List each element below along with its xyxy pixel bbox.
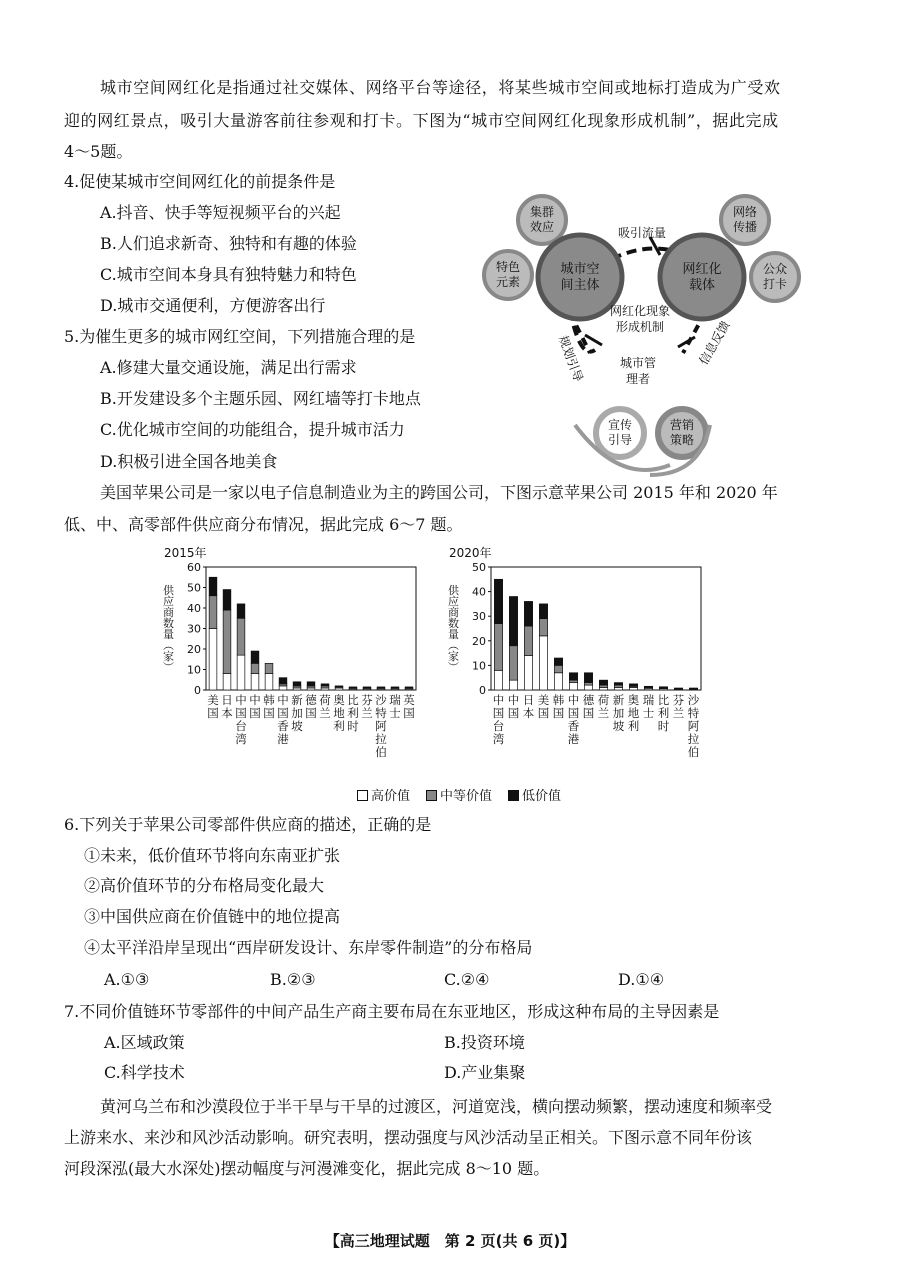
y-tick-label: 20	[472, 634, 486, 648]
y-tick-label: 60	[187, 561, 201, 574]
category-label: 国	[492, 706, 505, 720]
center-label-1: 网红化现象	[609, 304, 671, 318]
y-tick-label: 30	[187, 622, 201, 636]
bar-segment	[584, 673, 592, 683]
bar-segment	[209, 629, 217, 691]
q7-option-a: A.区域政策	[104, 1033, 185, 1052]
category-label: 中	[567, 693, 580, 707]
category-label: 国	[207, 706, 219, 720]
category-label: 拉	[375, 732, 387, 746]
category-label: 芬	[361, 693, 373, 707]
category-label: 地	[627, 706, 640, 720]
bar-segment	[569, 673, 577, 680]
category-label: 国	[567, 706, 580, 720]
bar-segment	[539, 636, 547, 690]
category-label: 日	[522, 693, 535, 707]
legend-high	[357, 785, 410, 804]
category-label: 韩	[552, 693, 565, 707]
intro1-line3: 4～5题。	[64, 142, 133, 161]
category-label: 加	[612, 706, 625, 720]
category-label: 台	[492, 719, 505, 733]
category-label: 奥	[333, 693, 345, 707]
bar-segment	[223, 610, 231, 674]
bar-segment	[509, 597, 517, 646]
bar-segment	[251, 663, 259, 673]
category-label: 英	[403, 693, 415, 707]
category-label: 日	[221, 693, 233, 707]
category-label: 沙	[687, 693, 700, 707]
category-label: 伯	[687, 745, 700, 759]
category-label: 时	[657, 719, 670, 733]
bar-segment	[554, 673, 562, 690]
bar-segment	[599, 680, 607, 685]
category-label: 奥	[627, 693, 640, 707]
bar-segment	[251, 651, 259, 663]
chart-legend	[357, 785, 561, 804]
chart-title: 2020年	[449, 546, 492, 560]
feature-label-2: 元素	[495, 275, 521, 289]
bar-segment	[494, 670, 502, 690]
y-tick-label: 50	[472, 561, 486, 574]
planning-label: 规划引导	[555, 333, 586, 384]
cluster-label-2: 效应	[529, 220, 555, 234]
category-label: 湾	[235, 732, 247, 746]
publicity-label-1: 宣传	[607, 418, 633, 432]
bar-segment	[614, 685, 622, 687]
category-label: 香	[277, 719, 289, 733]
category-label: 本	[221, 706, 233, 720]
q6-option-a: A.①③	[104, 970, 150, 989]
bar-segment	[209, 596, 217, 629]
bar-segment	[209, 577, 217, 595]
bar-segment	[363, 687, 371, 688]
cluster-label-1: 集群	[529, 205, 555, 219]
bar-segment	[569, 683, 577, 690]
y-tick-label: 10	[472, 659, 486, 673]
bar-segment	[554, 665, 562, 672]
category-label: 利	[347, 706, 359, 720]
q7-option-c: C.科学技术	[104, 1063, 185, 1082]
bar-segment	[265, 663, 273, 673]
q5-option-d: D.积极引进全国各地美食	[100, 452, 278, 471]
bar-segment	[554, 658, 562, 665]
chart-2020	[445, 545, 710, 789]
category-label: 伯	[375, 745, 387, 759]
intro3-line2: 上游来水、来沙和风沙活动影响。研究表明，摆动强度与风沙活动呈正相关。下图示意不同年份该	[64, 1128, 753, 1147]
category-label: 比	[347, 693, 359, 707]
category-label: 韩	[263, 693, 275, 707]
publicity-label-2: 引导	[607, 433, 633, 447]
category-label: 特	[375, 706, 387, 720]
intro1-line2: 迎的网红景点，吸引大量游客前往参观和打卡。下图为“城市空间网红化现象形成机制”，据此完成	[64, 111, 779, 130]
legend-high-label: 高价值	[371, 789, 411, 804]
checkin-label-1: 公众	[762, 262, 788, 276]
category-label: 中	[249, 693, 261, 707]
category-label: 中	[235, 693, 247, 707]
bar-segment	[494, 579, 502, 623]
category-label: 国	[277, 706, 289, 720]
y-axis-label: 供应商数量（家）	[446, 584, 460, 673]
category-label: 香	[567, 719, 580, 733]
category-label: 德	[582, 693, 595, 707]
center-label-2: 形成机制	[615, 320, 665, 334]
bar-segment	[237, 618, 245, 655]
chart-title: 2015年	[164, 546, 207, 560]
marketing-label-1: 营销	[669, 418, 695, 432]
category-label: 本	[522, 706, 535, 720]
feature-label-1: 特色	[495, 260, 521, 274]
q5-option-a: A.修建大量交通设施，满足出行需求	[100, 358, 357, 377]
bar-segment	[251, 674, 259, 690]
category-label: 国	[249, 706, 261, 720]
bar-segment	[321, 684, 329, 686]
q6-item-4: ④太平洋沿岸呈现出“西岸研发设计、东岸零件制造”的分布格局	[84, 938, 533, 957]
y-axis-label: 供应商数量（家）	[161, 584, 175, 673]
category-label: 坡	[291, 719, 303, 733]
page-footer: 【高三地理试题 第 2 页(共 6 页)】	[324, 1232, 576, 1250]
category-label: 时	[347, 719, 359, 733]
q4-option-d: D.城市交通便利，方便游客出行	[100, 296, 326, 315]
bar-segment	[629, 684, 637, 686]
citymain-label-2: 间主体	[560, 278, 600, 293]
bar-segment	[223, 674, 231, 690]
category-label: 国	[263, 706, 275, 720]
bar-segment	[644, 686, 652, 687]
legend-low-label: 低价值	[522, 789, 562, 804]
bar-segment	[584, 685, 592, 690]
bar-segment	[509, 680, 517, 690]
y-tick-label: 0	[194, 684, 201, 697]
manager-label-2: 理者	[625, 372, 651, 386]
bar-segment	[494, 624, 502, 671]
bar-segment	[584, 683, 592, 685]
legend-low	[508, 785, 561, 804]
category-label: 沙	[375, 693, 387, 707]
bar-segment	[279, 678, 287, 684]
category-label: 比	[657, 693, 670, 707]
bar-segment	[349, 687, 357, 688]
bar-segment	[659, 687, 667, 688]
y-tick-label: 40	[472, 585, 486, 599]
category-label: 湾	[492, 732, 505, 746]
bar-segment	[539, 604, 547, 619]
q6-item-3: ③中国供应商在价值链中的地位提高	[84, 907, 341, 926]
bar-segment	[237, 655, 245, 690]
q5-option-b: B.开发建设多个主题乐园、网红墙等打卡地点	[100, 389, 421, 408]
bar-segment	[524, 601, 532, 626]
carrier-label-1: 网红化	[682, 262, 722, 277]
category-label: 国	[537, 706, 550, 720]
category-label: 兰	[597, 706, 610, 720]
q6-stem: 6.下列关于苹果公司零部件供应商的描述，正确的是	[64, 815, 432, 834]
y-tick-label: 40	[187, 602, 201, 615]
bar-segment	[629, 688, 637, 690]
q5-option-c: C.优化城市空间的功能组合，提升城市活力	[100, 420, 405, 439]
bar-segment	[614, 683, 622, 685]
category-label: 加	[291, 706, 303, 720]
category-label: 港	[277, 732, 289, 746]
legend-mid	[426, 785, 492, 804]
checkin-label-2: 打卡	[762, 277, 788, 291]
category-label: 中	[492, 693, 505, 707]
category-label: 芬	[672, 693, 685, 707]
carrier-label-2: 载体	[688, 278, 716, 293]
marketing-label-2: 策略	[669, 433, 695, 447]
category-label: 拉	[687, 732, 700, 746]
category-label: 新	[291, 693, 303, 707]
category-label: 国	[403, 706, 415, 720]
category-label: 坡	[612, 719, 625, 733]
category-label: 地	[333, 706, 345, 720]
q5-stem: 5.为催生更多的城市网红空间，下列措施合理的是	[64, 327, 416, 346]
bar-segment	[223, 590, 231, 611]
q7-option-b: B.投资环境	[444, 1033, 525, 1052]
bar-segment	[237, 604, 245, 618]
bar-segment	[524, 626, 532, 656]
intro3-line1: 黄河乌兰布和沙漠段位于半干旱与干旱的过渡区，河道宽浅，横向摆动频繁，摆动速度和频率受	[100, 1097, 773, 1116]
spread-label-2: 传播	[732, 220, 758, 234]
category-label: 台	[235, 719, 247, 733]
y-tick-label: 10	[187, 663, 201, 677]
intro1-line1: 城市空间网红化是指通过社交媒体、网络平台等途径，将某些城市空间或地标打造成为广受欢	[100, 78, 781, 97]
bar-segment	[539, 619, 547, 636]
category-label: 新	[612, 693, 625, 707]
q6-option-d: D.①④	[618, 970, 665, 989]
category-label: 利	[657, 706, 670, 720]
bar-segment	[599, 685, 607, 687]
mechanism-diagram	[470, 185, 810, 489]
category-label: 瑞	[389, 693, 401, 707]
category-label: 荷	[319, 693, 331, 707]
bar-segment	[599, 688, 607, 690]
bar-segment	[524, 656, 532, 690]
q7-option-d: D.产业集聚	[444, 1063, 526, 1082]
bar-segment	[307, 682, 315, 686]
q6-item-2: ②高价值环节的分布格局变化最大	[84, 876, 325, 895]
bar-segment	[293, 682, 301, 686]
attract-label: 吸引流量	[617, 226, 667, 240]
category-label: 美	[537, 693, 550, 707]
bar-segment	[265, 674, 273, 690]
q4-stem: 4.促使某城市空间网红化的前提条件是	[64, 172, 336, 191]
category-label: 兰	[672, 706, 685, 720]
intro2-line2: 低、中、高零部件供应商分布情况，据此完成 6～7 题。	[64, 515, 463, 534]
category-label: 中	[507, 693, 520, 707]
category-label: 瑞	[642, 693, 655, 707]
bar-segment	[509, 646, 517, 680]
category-label: 阿	[375, 719, 387, 733]
bar-segment	[391, 687, 399, 688]
y-tick-label: 30	[472, 610, 486, 624]
category-label: 士	[642, 706, 655, 720]
network-carrier-node	[660, 235, 744, 319]
category-label: 兰	[319, 706, 331, 720]
q7-stem: 7.不同价值链环节零部件的中间产品生产商主要布局在东亚地区，形成这种布局的主导因素是	[64, 1002, 720, 1021]
bar-segment	[405, 687, 413, 688]
category-label: 美	[207, 693, 219, 707]
category-label: 荷	[597, 693, 610, 707]
y-tick-label: 50	[187, 581, 201, 595]
citymain-label-1: 城市空	[560, 262, 600, 277]
intro3-line3: 河段深泓(最大水深处)摆动幅度与河漫滩变化，据此完成 8～10 题。	[64, 1159, 550, 1178]
category-label: 港	[567, 732, 580, 746]
category-label: 国	[235, 706, 247, 720]
q6-option-b: B.②③	[270, 970, 316, 989]
category-label: 国	[507, 706, 520, 720]
category-label: 利	[333, 719, 345, 733]
bar-segment	[569, 680, 577, 682]
manager-label-1: 城市管	[619, 356, 657, 370]
category-label: 兰	[361, 706, 373, 720]
y-tick-label: 20	[187, 643, 201, 656]
bar-segment	[335, 686, 343, 687]
category-label: 国	[305, 706, 317, 720]
q6-option-c: C.②④	[444, 970, 490, 989]
spread-label-1: 网络	[732, 205, 758, 219]
category-label: 特	[687, 706, 700, 720]
bar-segment	[614, 688, 622, 690]
plot-frame	[491, 567, 701, 690]
category-label: 利	[627, 719, 640, 733]
legend-mid-label: 中等价值	[440, 789, 493, 804]
q4-option-c: C.城市空间本身具有独特魅力和特色	[100, 265, 357, 284]
bar-segment	[377, 687, 385, 688]
q4-option-a: A.抖音、快手等短视频平台的兴起	[100, 203, 341, 222]
category-label: 阿	[687, 719, 700, 733]
q4-option-b: B.人们追求新奇、独特和有趣的体验	[100, 234, 357, 253]
category-label: 国	[552, 706, 565, 720]
bar-segment	[279, 686, 287, 690]
feedback-label: 信息反馈	[696, 318, 733, 368]
intro2-line1: 美国苹果公司是一家以电子信息制造业为主的跨国公司，下图示意苹果公司 2015 年和 2020 年	[100, 483, 778, 502]
q6-item-1: ①未来，低价值环节将向东南亚扩张	[84, 846, 341, 865]
category-label: 德	[305, 693, 317, 707]
y-tick-label: 0	[479, 684, 486, 697]
category-label: 中	[277, 693, 289, 707]
category-label: 士	[389, 706, 401, 720]
category-label: 国	[582, 706, 595, 720]
chart-2015	[160, 545, 425, 789]
